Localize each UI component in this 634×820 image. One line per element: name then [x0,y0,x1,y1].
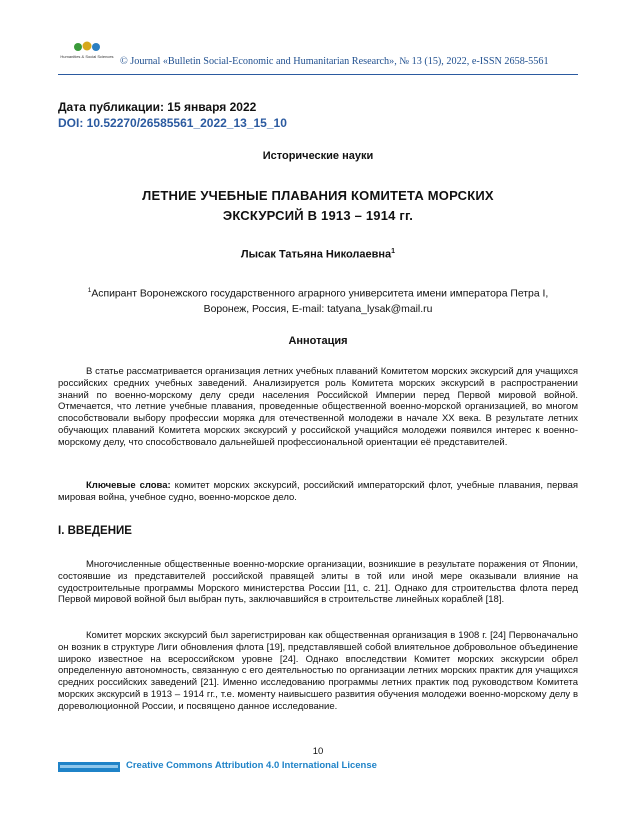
author-affiliation [58,283,578,318]
section-heading: Исторические науки [262,150,374,162]
keywords [58,480,578,504]
doi-link[interactable]: DOI: 10.52270/26585561_2022_13_15_10 [58,116,287,130]
author-name-text: Лысак Татьяна Николаевна [240,248,392,261]
abstract-heading: Аннотация [288,335,348,347]
logo-text: Humanities & Social Sciences [60,54,114,59]
cc-badge-inner [60,765,118,768]
author-sup: 1 [391,248,396,255]
intro-paragraph-2: Комитет морских экскурсий был зарегистрирован как общественная организация в 1908 г. [24] Первоначально он возник в структуре Лиги обновления флота [19], представлявшей собой влиятельное добровольное объединение широко известное на всероссийском уровне [24]. Однако впоследствии Комитет морских экскурсии обрел определенную автономность, связанную с его деятельностью по организации летних морских практик для учащихся средних российских заведений [21]. Именно исследованию программы летних практик под руководством Комитета морских экскурсий в 1913 – 1914 гг., т.е. моменту наивысшего развития обучения молодежи военно-морскому делу в дореволюционной России, и посвящено данное исследование. [58,630,578,712]
logo-people-icon [72,40,102,54]
intro-paragraph-1: Многочисленные общественные военно-морские организации, возникшие в результате поражения от Японии, состоявшие из представителей российской правящей элиты в той или иной мере оказывали влияние на судостроительные программы Морского министерства России [11, с. 21]. Однако для строительства флота перед Первой мировой войной был выбран путь, заключавшийся в строительстве линейных кораблей [18]. [58,559,578,606]
keywords-label: Ключевые слова: [86,480,171,491]
license-link[interactable]: Creative Commons Attribution 4.0 International License [126,760,377,771]
publication-date: Дата публикации: 15 января 2022 [58,100,257,114]
author-name [58,248,578,261]
cc-license-badge[interactable] [58,762,120,772]
page-number: 10 [312,746,324,757]
journal-citation: © Journal «Bulletin Social-Economic and Humanitarian Research», № 13 (15), 2022, e-ISSN 2658-5561 [120,56,549,67]
affiliation-line-2: Воронеж, Россия, E-mail: tatyana_lysak@mail.ru [203,304,433,316]
journal-header [58,40,578,74]
title-line-2: ЭКСКУРСИЙ В 1913 – 1914 гг. [222,208,414,223]
journal-logo [58,40,114,72]
affiliation-sup: 1 [87,287,92,294]
article-title [88,186,548,226]
affiliation-line-1-text: Аспирант Воронежского государственного аграрного университета имени императора Петра I, [91,288,549,300]
title-line-1: ЛЕТНИЕ УЧЕБНЫЕ ПЛАВАНИЯ КОМИТЕТА МОРСКИХ [142,188,494,203]
keywords-text: комитет морских экскурсий, российский императорский флот, учебные плавания, первая мировая война, учебное судно, военно-морское дело. [58,480,579,503]
header-divider [58,74,578,75]
affiliation-line-1 [58,283,578,302]
abstract-text: В статье рассматривается организация летних учебных плаваний Комитетом морских экскурсий для учащихся российских средних учебных заведений. Анализируется роль Комитета морских экскурсий в распространении знаний по военно-морскому делу среди населения Российской Империи перед Первой мировой войной. Отмечается, что летние учебные плавания, проведенные общественной военно-морской организацией, во многом способствовали выбору профессии моряка для отечественной молодежи в начале XX века. В результате летних обучающих плаваний Комитета морских экскурсий у российской учащийся молодежи появился интерес к военно-морскому делу, что способствовало дальнейшей профессиональной ориентации её представителей. [58,366,578,448]
intro-heading: I. ВВЕДЕНИЕ [58,525,132,537]
